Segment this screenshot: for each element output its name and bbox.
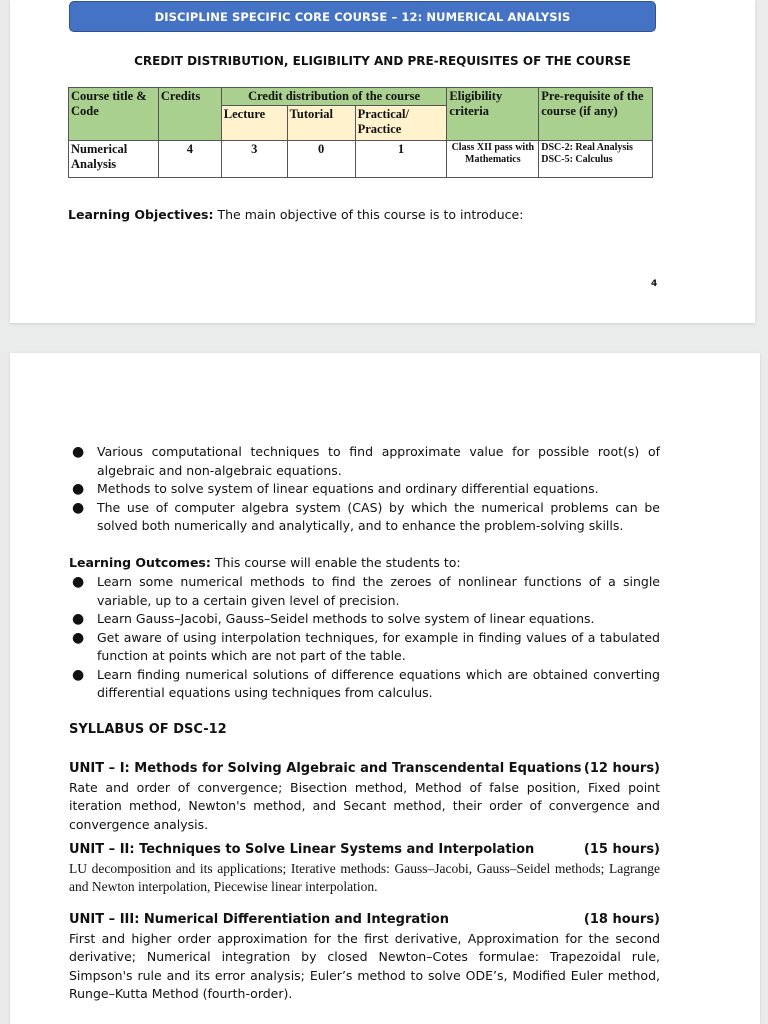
objective-item: ● Various computational techniques to find approximate value for possible root(s) of algebraic and non-algebraic equations. (72, 444, 660, 478)
outcome-item: ● Learn finding numerical solutions of difference equations which are obtained converting differential equations using techniques from calculus. (72, 666, 660, 700)
unit-2-header (69, 841, 660, 860)
bullet-icon: ● (72, 611, 85, 627)
objective-item: ● Methods to solve system of linear equations and ordinary differential equations. (72, 481, 599, 497)
syllabus-heading: SYLLABUS OF DSC-12 (69, 722, 227, 737)
bullet-icon: ● (72, 444, 85, 460)
objectives-list (66, 443, 660, 536)
bullet-icon: ● (72, 499, 85, 516)
header-course-title: Course title & Code (69, 88, 159, 141)
learning-outcomes-intro: Learning Outcomes: This course will enable the students to: (69, 555, 461, 570)
unit-1 (69, 760, 660, 834)
unit-3-hours: (18 hours) (583, 912, 660, 927)
page-number: 4 (651, 279, 658, 289)
unit-1-title: UNIT – I: Methods for Solving Algebraic and Transcendental Equations (69, 761, 582, 776)
header-practical: Practical/ Practice (355, 106, 447, 141)
course-banner: DISCIPLINE SPECIFIC CORE COURSE – 12: NUMERICAL ANALYSIS (69, 1, 656, 32)
bullet-icon: ● (72, 574, 85, 590)
cell-tutorial: 0 (287, 141, 355, 178)
outcome-item: ● Learn some numerical methods to find the zeroes of nonlinear functions of a single variable, up to a certain given level of precision. (72, 574, 660, 608)
outcome-item: ● Learn Gauss–Jacobi, Gauss–Seidel methods to solve system of linear equations. (72, 611, 595, 627)
header-tutorial: Tutorial (287, 106, 355, 141)
header-credits: Credits (158, 88, 221, 141)
document-page-1 (10, 0, 755, 323)
prerequisite-2: DSC-5: Calculus (541, 154, 613, 165)
unit-2 (69, 841, 660, 897)
unit-2-hours: (15 hours) (583, 842, 660, 857)
bullet-icon: ● (72, 666, 85, 683)
unit-1-header (69, 760, 660, 779)
credit-distribution-table (68, 87, 653, 178)
cell-eligibility: Class XII pass with Mathematics (447, 141, 539, 178)
objective-item: ● The use of computer algebra system (CAS) by which the numerical problems can be solved both numerically and analytically, and to enhance the problem-solving skills. (72, 499, 660, 533)
learning-objectives-intro (68, 207, 523, 222)
cell-course-title: Numerical Analysis (69, 141, 159, 178)
unit-2-body: LU decomposition and its applications; Iterative methods: Gauss–Jacobi, Gauss–Seidel methods; Lagrange and Newton interpolation, Piecewise linear interpolation. (69, 860, 660, 894)
unit-3-header (69, 911, 660, 930)
cell-credits: 4 (158, 141, 221, 178)
header-lecture: Lecture (221, 106, 287, 141)
learning-objectives-text: The main objective of this course is to introduce: (213, 207, 524, 222)
header-eligibility: Eligibility criteria (447, 88, 539, 141)
unit-1-body: Rate and order of convergence; Bisection method, Method of false position, Fixed point iteration method, Newton's method, and Secant method, their order of convergence and convergence analysis. (69, 779, 660, 832)
unit-1-hours: (12 hours) (583, 761, 660, 776)
cell-lecture: 3 (221, 141, 287, 178)
bullet-icon: ● (72, 629, 85, 646)
learning-outcomes-label: Learning Outcomes: (69, 555, 211, 570)
header-prerequisite: Pre-requisite of the course (if any) (539, 88, 653, 141)
cell-prerequisite (539, 141, 653, 178)
document-page-2 (10, 353, 760, 1024)
learning-objectives-label: Learning Objectives: (68, 207, 214, 222)
unit-3-body: First and higher order approximation for the first derivative, Approximation for the second derivative; Numerical integration by closed Newton–Cotes formulae: Trapezoidal rule, Simpson's rule and its error analysis; Euler’s method to solve ODE’s, Modified Euler method, Runge–Kutta Method (fourth-order). (69, 930, 660, 1001)
outcomes-list (66, 573, 660, 703)
unit-3 (69, 911, 660, 1004)
unit-2-title: UNIT – II: Techniques to Solve Linear Systems and Interpolation (69, 842, 535, 857)
prerequisite-1: DSC-2: Real Analysis (541, 142, 633, 153)
outcome-item: ● Get aware of using interpolation techniques, for example in finding values of a tabulated function at points which are not part of the table. (72, 629, 660, 663)
credit-distribution-heading: CREDIT DISTRIBUTION, ELIGIBILITY AND PRE-REQUISITES OF THE COURSE (134, 54, 631, 68)
bullet-icon: ● (72, 481, 85, 497)
header-credit-distribution: Credit distribution of the course (221, 88, 447, 106)
cell-practical: 1 (355, 141, 447, 178)
unit-3-title: UNIT – III: Numerical Differentiation and Integration (69, 912, 449, 927)
